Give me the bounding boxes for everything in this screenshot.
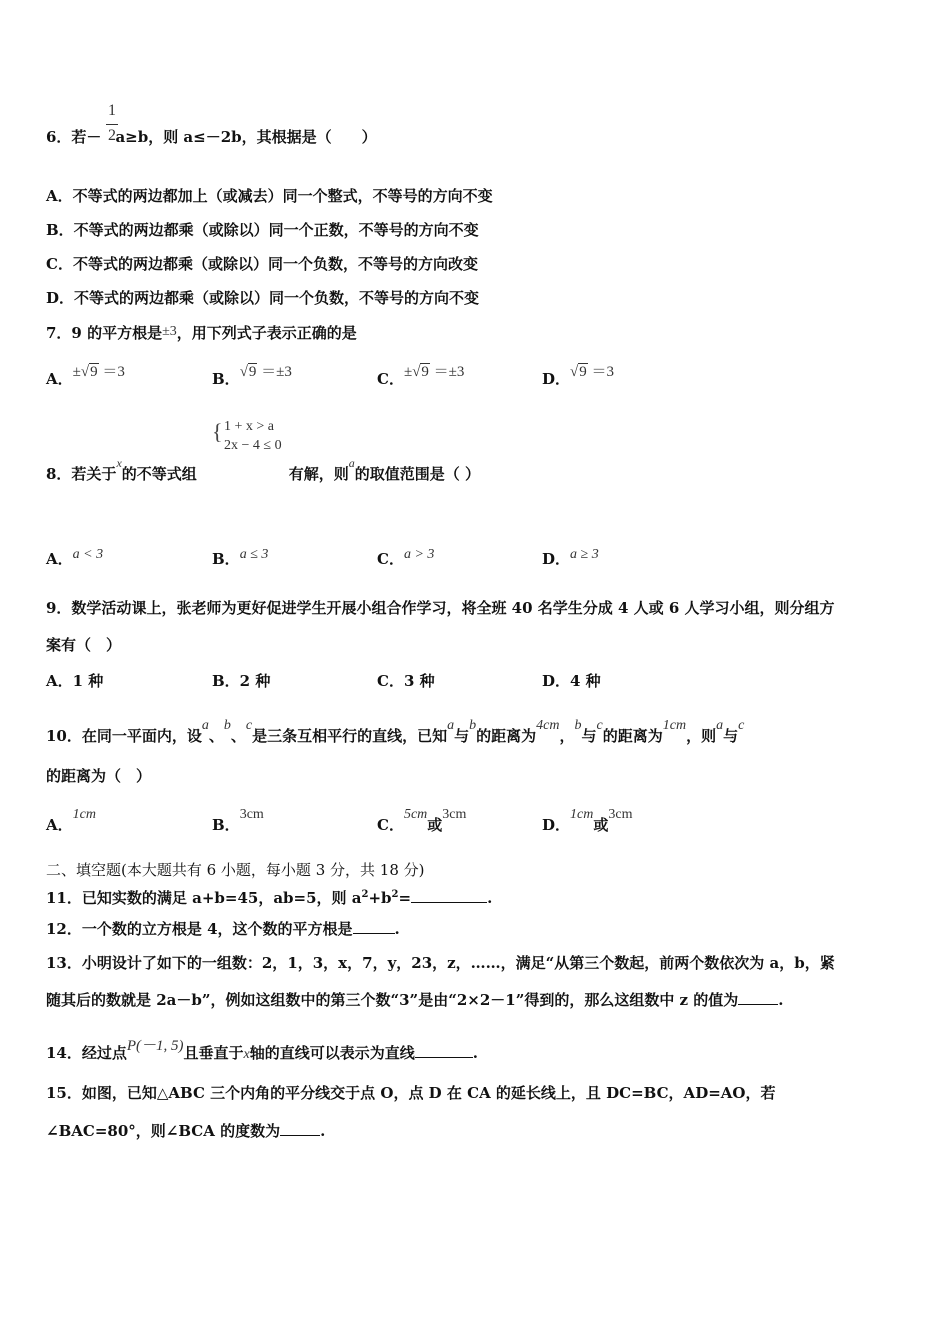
- q10-stem: 10．在同一平面内，设a、b、c是三条互相平行的直线，已知a与b的距离为4cm，b与c的距离为1cm，则a与c: [46, 718, 745, 745]
- q6-fraction-numerator: 1: [108, 102, 116, 119]
- q7-option-b: B．√9 ＝±3: [212, 364, 292, 388]
- q8-stem: 8．若关于$^x$的不等式组 有解，则$^a$的取值范围是（ ）: [46, 456, 481, 483]
- q8-option-b: B．a ≤ 3: [212, 547, 269, 568]
- q15-line1: 15．如图，已知△ABC 三个内角的平分线交于点 O，点 D 在 CA 的延长线上，且 DC=BC，AD=AO，若: [46, 1084, 776, 1102]
- q10-option-d: D．1cm或3cm: [542, 807, 633, 834]
- q11-answer-blank[interactable]: [411, 888, 487, 903]
- q9-option-d: D．4 种: [542, 672, 601, 690]
- q7-option-a: A．±√9 ＝3: [46, 364, 125, 388]
- q7-suffix: ，用下列式子表示正确的是: [176, 324, 357, 342]
- q12-stem: 12．一个数的立方根是 4，这个数的平方根是 .: [46, 920, 400, 938]
- q8-var-a: a: [348, 456, 355, 470]
- q14-stem: 14．经过点P(－1, 5)且垂直于x轴的直线可以表示为直线 .: [46, 1038, 479, 1062]
- q9-option-c: C．3 种: [377, 672, 435, 690]
- q14-point: P(－1, 5): [126, 1038, 184, 1054]
- q6-stem: [46, 127, 377, 147]
- q12-answer-blank[interactable]: [353, 919, 395, 934]
- q7-option-c: C．±√9 ＝±3: [377, 364, 465, 388]
- q6-option-b: B．不等式的两边都乘（或除以）同一个正数，不等号的方向不变: [46, 221, 479, 239]
- q10-line2: 的距离为（ ）: [46, 767, 152, 785]
- q6-option-a: A．不等式的两边都加上（或减去）同一个整式，不等号的方向不变: [46, 187, 493, 205]
- section-2-heading: 二、填空题(本大题共有 6 小题，每小题 3 分，共 18 分): [46, 861, 425, 879]
- q15-line2: ∠BAC=80°，则∠BCA 的度数为 .: [46, 1122, 326, 1140]
- q11-stem: 11．已知实数的满足 a+b=45，ab=5，则 $a^2+b^2=$ .: [46, 889, 493, 907]
- q6-option-d: D．不等式的两边都乘（或除以）同一个负数，不等号的方向不变: [46, 289, 480, 307]
- q10-option-a: A．1cm: [46, 807, 96, 834]
- q8-option-a: A．a < 3: [46, 547, 104, 568]
- q9-line2: 案有（ ）: [46, 636, 122, 654]
- q14-answer-blank[interactable]: [415, 1043, 473, 1058]
- q6-fraction-bar: [106, 124, 118, 125]
- q6-fraction-denominator: 2: [108, 127, 116, 144]
- q8-system-line1: 1 + x > a: [224, 419, 275, 434]
- q10-option-c: C．5cm或3cm: [377, 807, 467, 834]
- q13-answer-blank[interactable]: [738, 990, 778, 1005]
- q13-line1: 13．小明设计了如下的一组数：2，1，3，x，7，y，23，z，……，满足“从第三个数起，前两个数依次为 a，b，紧: [46, 954, 835, 972]
- q6-middle: a≥b，则 a≤－2b，其根据是（ ）: [115, 128, 377, 146]
- q6-option-c: C．不等式的两边都乘（或除以）同一个负数，不等号的方向改变: [46, 255, 478, 273]
- q15-answer-blank[interactable]: [280, 1121, 320, 1136]
- q8-option-d: D．a ≥ 3: [542, 547, 599, 568]
- q8-option-c: C．a > 3: [377, 547, 435, 568]
- q7-option-d: D．√9 ＝3: [542, 364, 615, 388]
- q6-prefix: 6．若－: [46, 128, 102, 146]
- q9-line1: 9．数学活动课上，张老师为更好促进学生开展小组合作学习，将全班 40 名学生分成 4 人或 6 人学习小组，则分组方: [46, 599, 835, 617]
- q9-option-b: B．2 种: [212, 672, 271, 690]
- q10-option-b: B．3cm: [212, 807, 264, 834]
- q8-brace: {: [212, 419, 223, 444]
- q8-var-x: x: [116, 456, 122, 470]
- q7-prefix: 7．9 的平方根是: [46, 324, 163, 342]
- q7-pm3: ±3: [162, 324, 177, 339]
- q8-system-line2: 2x − 4 ≤ 0: [224, 438, 282, 453]
- q13-line2: 随其后的数就是 2a－b”，例如这组数中的第三个数“3”是由“2×2－1”得到的，那么这组数中 z 的值为 .: [46, 991, 784, 1009]
- q7-stem: [46, 322, 357, 343]
- q9-option-a: A．1 种: [46, 672, 104, 690]
